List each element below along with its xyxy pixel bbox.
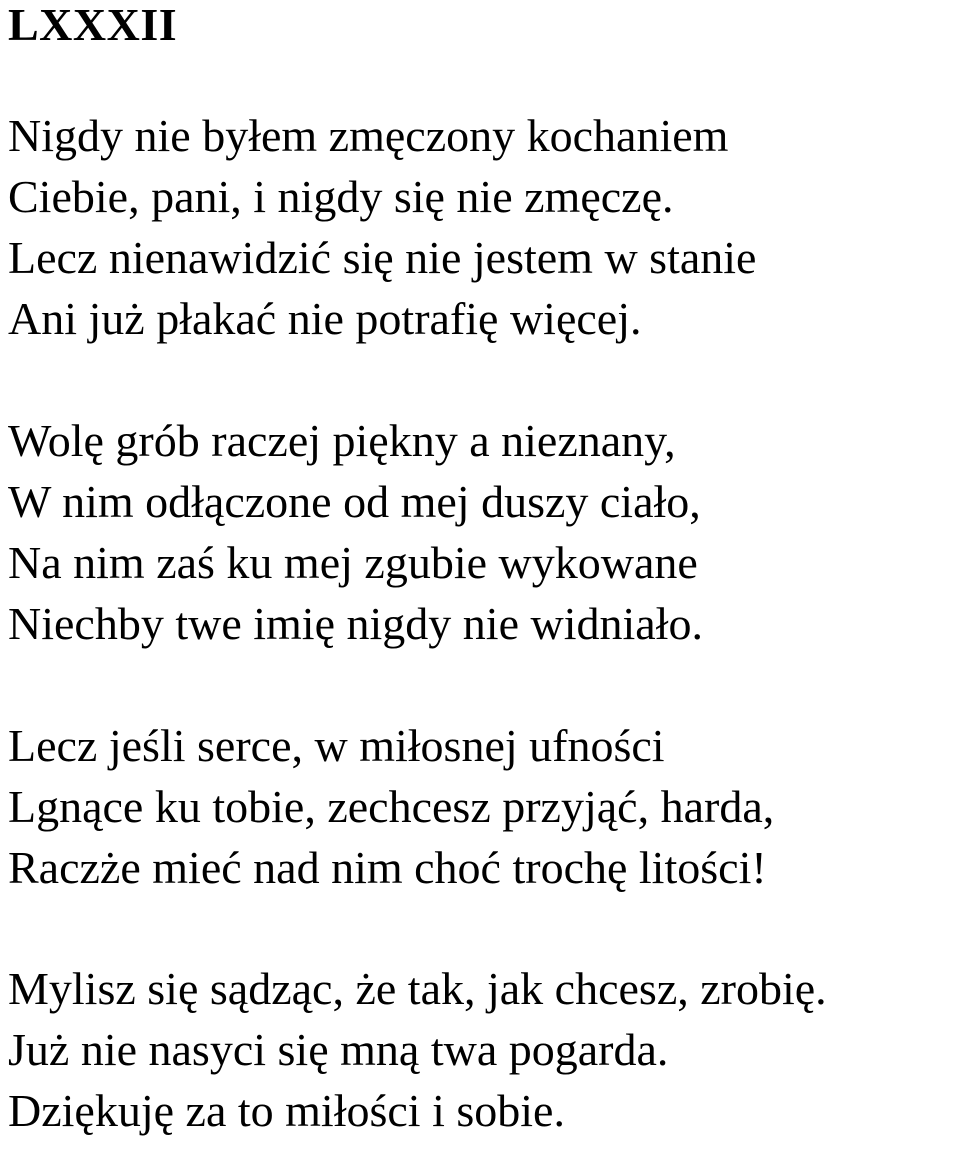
verse-line: Dziękuję za to miłości i sobie. xyxy=(8,1085,565,1136)
verse-line: Lecz jeśli serce, w miłosnej ufności xyxy=(8,720,665,771)
stanza-1 xyxy=(8,105,958,349)
poem-title: LXXXII xyxy=(8,0,178,50)
verse-line: Lecz nienawidzić się nie jestem w stanie xyxy=(8,232,757,283)
document-page xyxy=(8,0,958,1141)
verse-line: Niechby twe imię nigdy nie widniało. xyxy=(8,598,703,649)
verse-line: Wolę grób raczej piękny a nieznany, xyxy=(8,415,676,466)
stanza-3 xyxy=(8,715,958,898)
verse-line: Już nie nasyci się mną twa pogarda. xyxy=(8,1024,669,1075)
verse-line: Lgnące ku tobie, zechcesz przyjąć, harda, xyxy=(8,781,775,832)
verse-line: Mylisz się sądząc, że tak, jak chcesz, zrobię. xyxy=(8,963,827,1014)
verse-line: Nigdy nie byłem zmęczony kochaniem xyxy=(8,110,729,161)
verse-line: W nim odłączone od mej duszy ciało, xyxy=(8,476,701,527)
verse-line: Ciebie, pani, i nigdy się nie zmęczę. xyxy=(8,171,674,222)
verse-line: Ani już płakać nie potrafię więcej. xyxy=(8,293,642,344)
verse-line: Raczże mieć nad nim choć trochę litości! xyxy=(8,842,767,893)
stanza-2 xyxy=(8,410,958,654)
verse-line: Na nim zaś ku mej zgubie wykowane xyxy=(8,537,698,588)
stanza-4 xyxy=(8,958,958,1141)
